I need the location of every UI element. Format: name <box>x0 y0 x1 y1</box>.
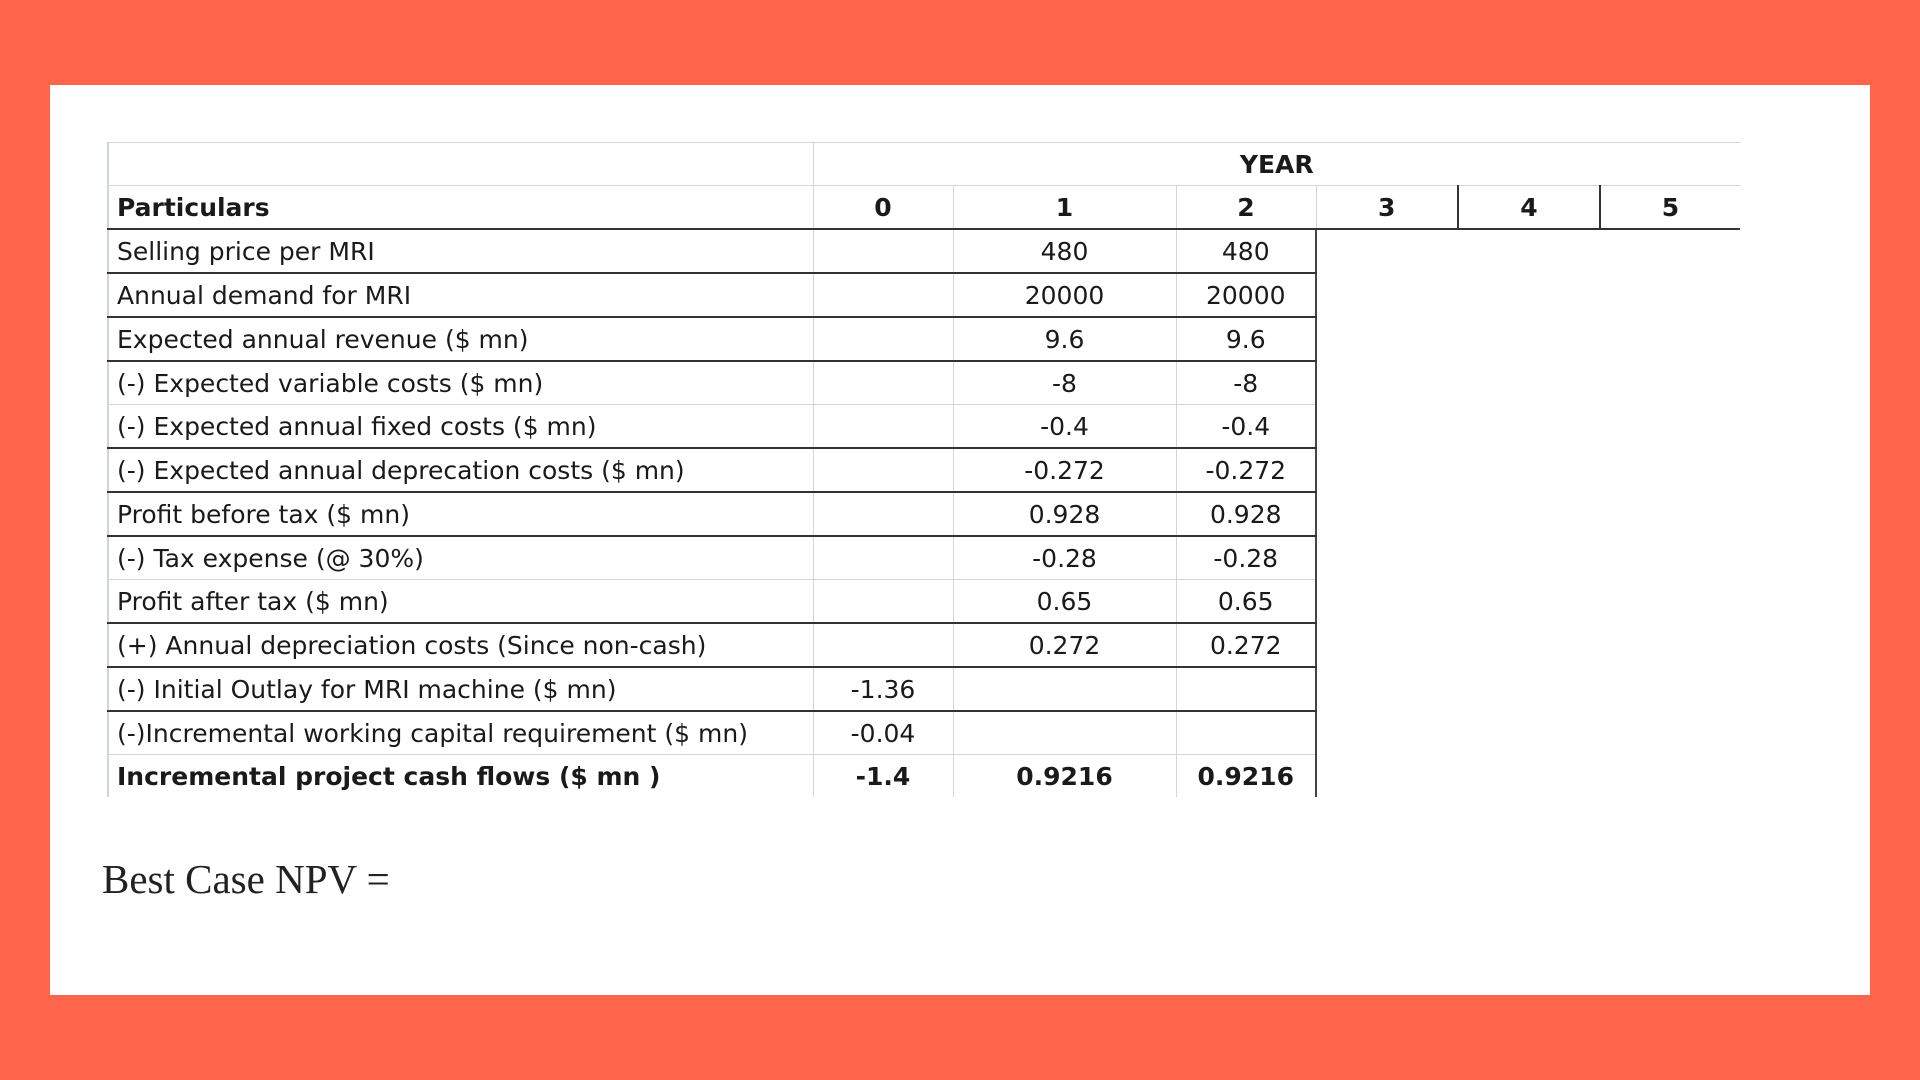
cell-year-0 <box>813 229 953 273</box>
year-4-header: 4 <box>1458 186 1600 230</box>
cell-year-2: 20000 <box>1176 273 1316 317</box>
cell-year-1: 0.928 <box>953 492 1176 536</box>
table-row <box>108 711 1740 755</box>
cell-year-2: -0.272 <box>1176 448 1316 492</box>
row-label: (-)Incremental working capital requirement ($ mn) <box>108 711 813 755</box>
cell-year-0 <box>813 448 953 492</box>
empty-cell <box>1316 536 1740 580</box>
cell-year-1: 0.9216 <box>953 755 1176 798</box>
year-0-header: 0 <box>813 186 953 230</box>
cell-year-0: -0.04 <box>813 711 953 755</box>
cell-year-1 <box>953 667 1176 711</box>
year-header-row <box>108 143 1740 186</box>
cell-year-1: -0.4 <box>953 405 1176 449</box>
cell-year-0: -1.4 <box>813 755 953 798</box>
cell-year-0 <box>813 317 953 361</box>
particulars-header: Particulars <box>108 186 813 230</box>
row-label: Selling price per MRI <box>108 229 813 273</box>
empty-cell <box>1316 667 1740 711</box>
cell-year-2 <box>1176 667 1316 711</box>
cell-year-1: 9.6 <box>953 317 1176 361</box>
year-3-header: 3 <box>1316 186 1458 230</box>
column-header-row <box>108 186 1740 230</box>
table-row <box>108 667 1740 711</box>
empty-cell <box>1316 361 1740 405</box>
empty-cell <box>1316 492 1740 536</box>
table-row <box>108 623 1740 667</box>
year-5-header: 5 <box>1600 186 1740 230</box>
cell-year-2: 0.272 <box>1176 623 1316 667</box>
table-row <box>108 536 1740 580</box>
table-row <box>108 229 1740 273</box>
table-row <box>108 580 1740 624</box>
cell-year-1: 0.272 <box>953 623 1176 667</box>
cell-year-2: 0.65 <box>1176 580 1316 624</box>
cell-year-0 <box>813 623 953 667</box>
cell-year-2: 0.928 <box>1176 492 1316 536</box>
empty-cell <box>1316 755 1740 798</box>
row-label: Expected annual revenue ($ mn) <box>108 317 813 361</box>
content-card <box>50 85 1870 995</box>
cell-year-0 <box>813 580 953 624</box>
empty-cell <box>1316 623 1740 667</box>
table-row <box>108 273 1740 317</box>
cell-year-0 <box>813 361 953 405</box>
cell-year-2: 480 <box>1176 229 1316 273</box>
row-label: Annual demand for MRI <box>108 273 813 317</box>
empty-cell <box>1316 273 1740 317</box>
cell-year-0 <box>813 273 953 317</box>
cell-year-1 <box>953 711 1176 755</box>
empty-cell <box>1316 405 1740 449</box>
cell-year-2: -0.28 <box>1176 536 1316 580</box>
table-row <box>108 317 1740 361</box>
cell-year-1: -0.28 <box>953 536 1176 580</box>
cell-year-1: -0.272 <box>953 448 1176 492</box>
row-label: (-) Expected annual fixed costs ($ mn) <box>108 405 813 449</box>
row-label: Profit after tax ($ mn) <box>108 580 813 624</box>
corner-cell <box>108 143 813 186</box>
cell-year-1: 0.65 <box>953 580 1176 624</box>
row-label: (+) Annual depreciation costs (Since non-cash) <box>108 623 813 667</box>
table-row <box>108 448 1740 492</box>
year-1-header: 1 <box>953 186 1176 230</box>
row-label: (-) Expected annual deprecation costs ($ mn) <box>108 448 813 492</box>
row-label: (-) Expected variable costs ($ mn) <box>108 361 813 405</box>
cell-year-2: 0.9216 <box>1176 755 1316 798</box>
row-label: Incremental project cash flows ($ mn ) <box>108 755 813 798</box>
cell-year-1: 480 <box>953 229 1176 273</box>
table-row <box>108 492 1740 536</box>
cell-year-0 <box>813 492 953 536</box>
row-label: Profit before tax ($ mn) <box>108 492 813 536</box>
cell-year-2 <box>1176 711 1316 755</box>
empty-cell <box>1316 580 1740 624</box>
total-row <box>108 755 1740 798</box>
table-row <box>108 405 1740 449</box>
cell-year-1: -8 <box>953 361 1176 405</box>
empty-cell <box>1316 711 1740 755</box>
cash-flow-table <box>107 142 1740 797</box>
year-header: YEAR <box>813 143 1740 186</box>
cell-year-1: 20000 <box>953 273 1176 317</box>
cell-year-0 <box>813 405 953 449</box>
row-label: (-) Tax expense (@ 30%) <box>108 536 813 580</box>
cell-year-2: -0.4 <box>1176 405 1316 449</box>
cell-year-2: 9.6 <box>1176 317 1316 361</box>
row-label: (-) Initial Outlay for MRI machine ($ mn) <box>108 667 813 711</box>
npv-label: Best Case NPV = <box>102 856 390 902</box>
cell-year-2: -8 <box>1176 361 1316 405</box>
empty-cell <box>1316 229 1740 273</box>
empty-cell <box>1316 317 1740 361</box>
cell-year-0: -1.36 <box>813 667 953 711</box>
cell-year-0 <box>813 536 953 580</box>
empty-cell <box>1316 448 1740 492</box>
table-row <box>108 361 1740 405</box>
year-2-header: 2 <box>1176 186 1316 230</box>
